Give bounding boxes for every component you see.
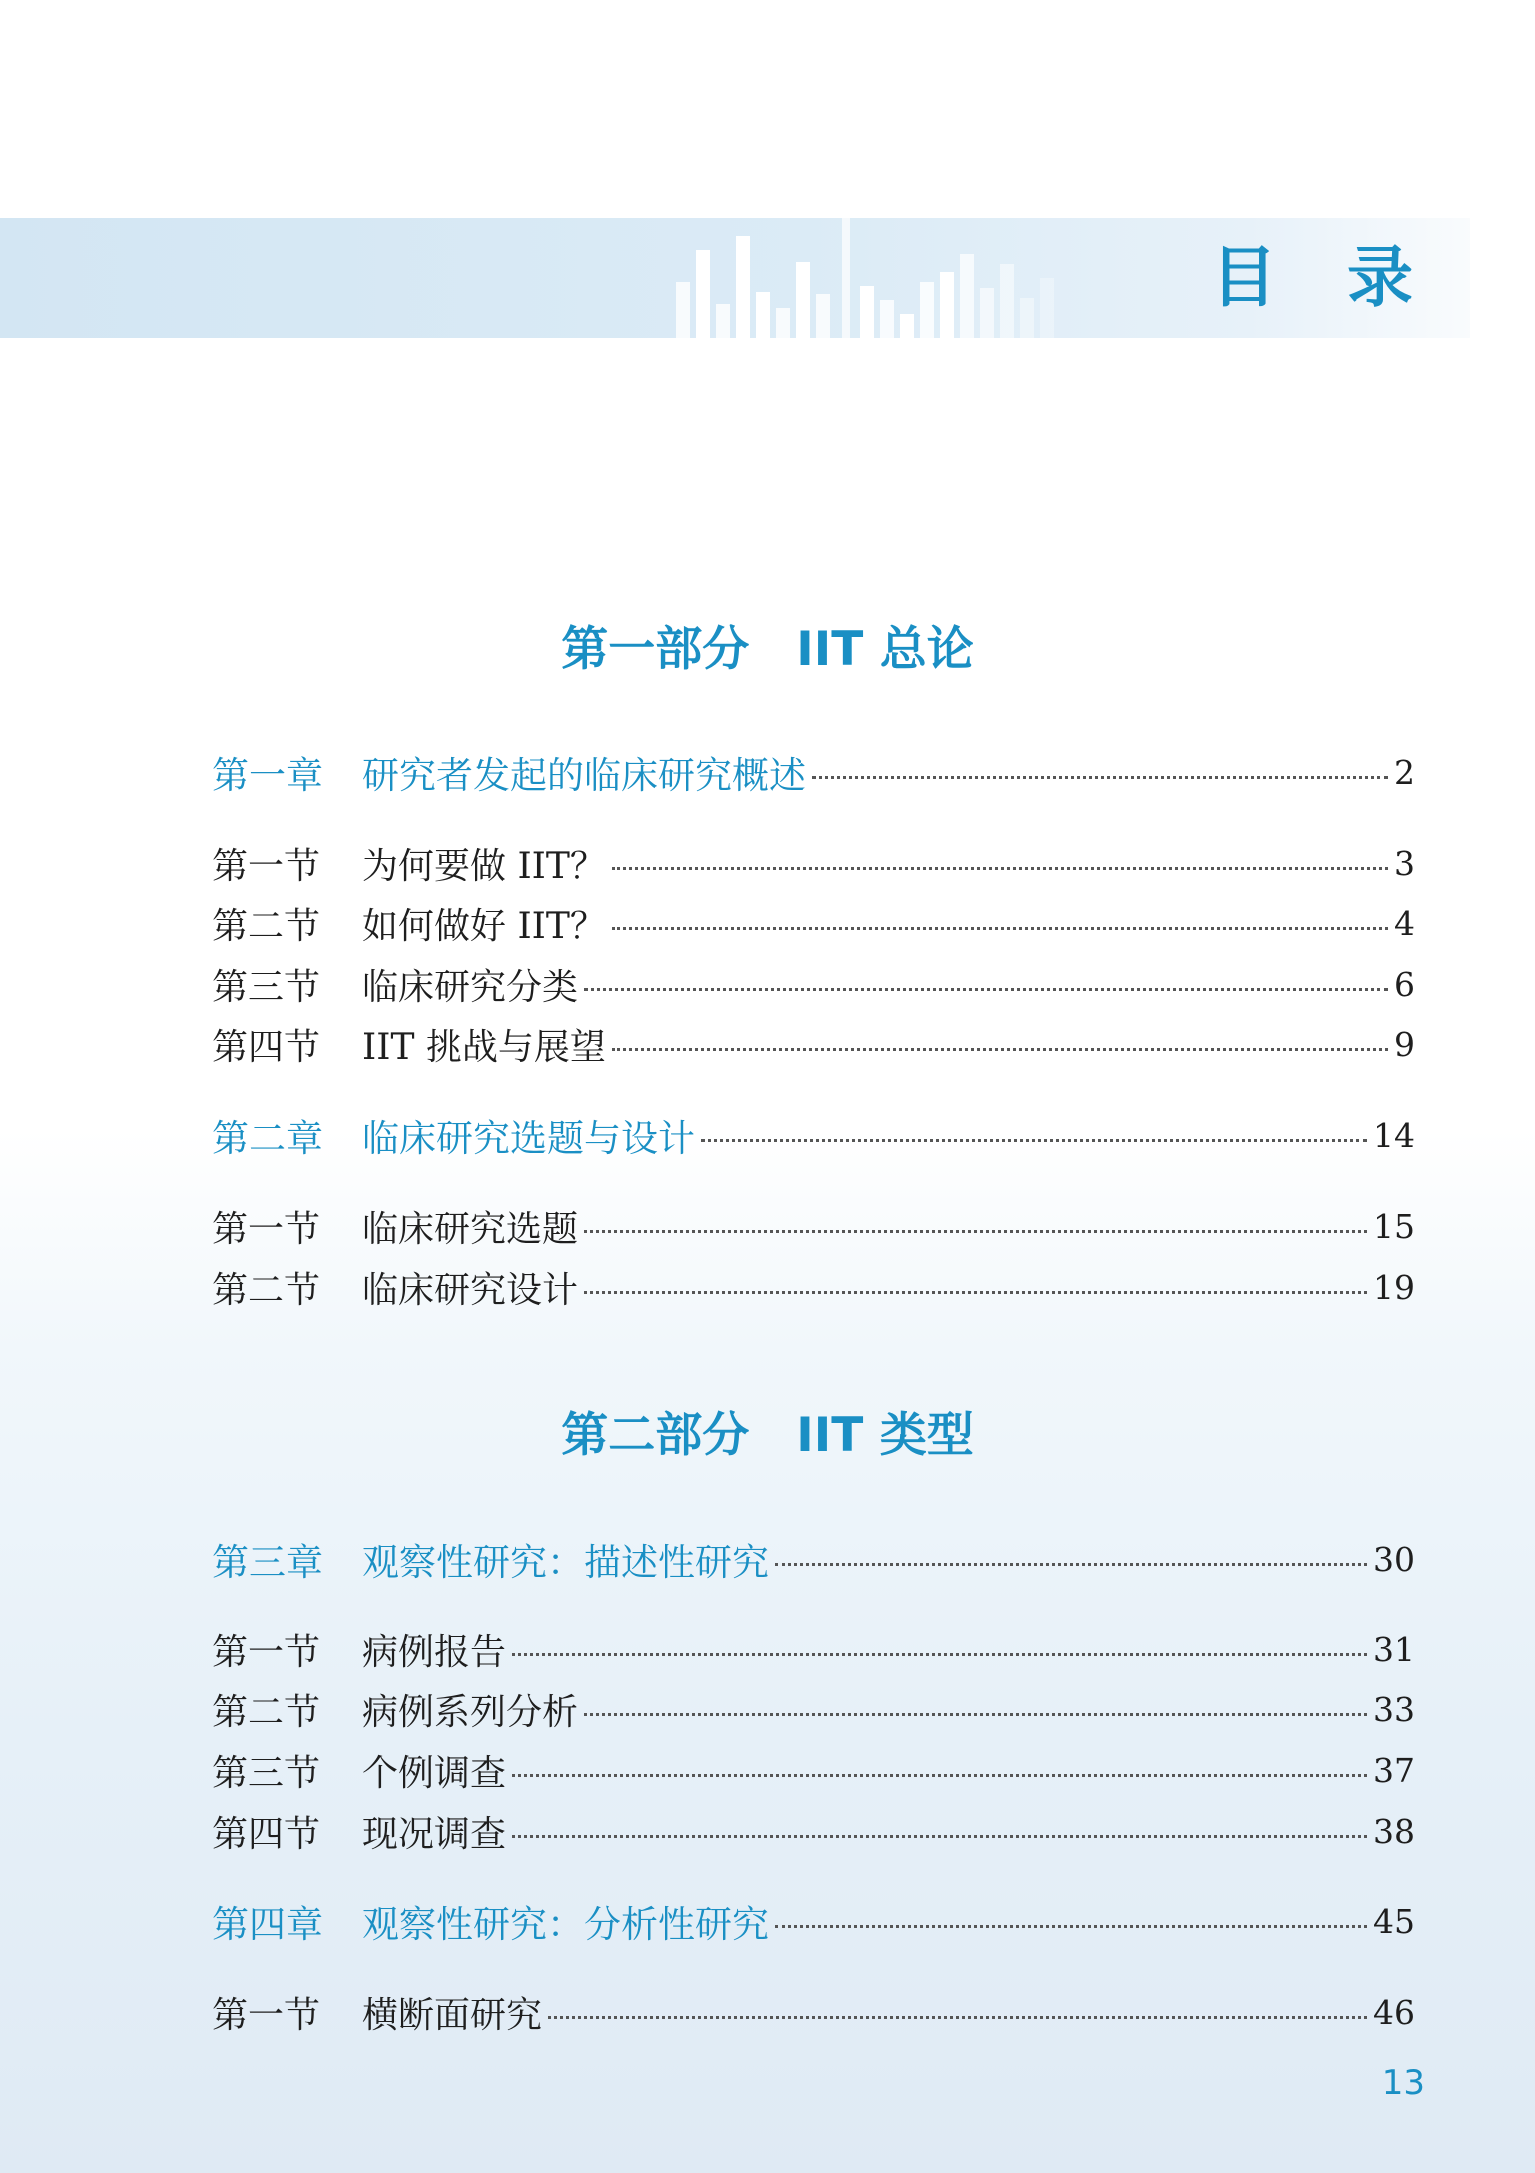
- page-ref: 6: [1394, 964, 1415, 1004]
- dot-leader: [701, 1139, 1367, 1142]
- toc-section-entry[interactable]: [212, 840, 1415, 886]
- dot-leader: [512, 1774, 1367, 1777]
- dot-leader: [584, 1291, 1367, 1294]
- dot-leader: [512, 1835, 1367, 1838]
- banner-bar-graphic: [660, 218, 1140, 338]
- section-title: 如何做好 IIT？: [362, 905, 606, 947]
- section-number: 第四节: [212, 1026, 321, 1068]
- part-title: 第二部分 IIT 类型: [561, 1408, 974, 1463]
- dot-leader: [584, 988, 1388, 991]
- section-title: 临床研究分类: [362, 966, 579, 1008]
- toc-section-entry[interactable]: [212, 900, 1415, 946]
- section-number: 第二节: [212, 905, 321, 947]
- toc-section-entry[interactable]: [212, 1021, 1415, 1067]
- part-title: 第一部分 IIT 总论: [561, 622, 974, 677]
- chapter-number: 第四章: [212, 1903, 323, 1946]
- chapter-title: 研究者发起的临床研究概述: [362, 754, 806, 797]
- page-ref: 33: [1373, 1689, 1415, 1729]
- page-ref: 46: [1373, 1992, 1415, 2032]
- section-title: 现况调查: [362, 1813, 507, 1855]
- section-title: 临床研究设计: [362, 1269, 579, 1311]
- dot-leader: [775, 1563, 1367, 1566]
- section-number: 第一节: [212, 1994, 321, 2036]
- toc-section-entry[interactable]: [212, 1264, 1415, 1310]
- toc-section-entry[interactable]: [212, 1203, 1415, 1249]
- dot-leader: [512, 1653, 1367, 1656]
- page-number: 13: [1381, 2063, 1425, 2103]
- page-ref: 3: [1394, 843, 1415, 883]
- chapter-number: 第三章: [212, 1541, 323, 1584]
- dot-leader: [812, 776, 1388, 779]
- section-number: 第三节: [212, 1752, 321, 1794]
- page-ref: 4: [1394, 903, 1415, 943]
- toc-section-entry[interactable]: [212, 1686, 1415, 1732]
- section-number: 第二节: [212, 1269, 321, 1311]
- toc-section-entry[interactable]: [212, 1808, 1415, 1854]
- toc-heading: 目 录: [1211, 239, 1415, 316]
- section-number: 第一节: [212, 845, 321, 887]
- page-ref: 37: [1373, 1750, 1415, 1790]
- section-number: 第一节: [212, 1631, 321, 1673]
- chapter-title: 临床研究选题与设计: [362, 1117, 695, 1160]
- page-ref: 9: [1394, 1024, 1415, 1064]
- chapter-number: 第二章: [212, 1117, 323, 1160]
- dot-leader: [612, 1048, 1388, 1051]
- toc-chapter-entry[interactable]: [212, 1112, 1415, 1158]
- page-ref: 38: [1373, 1811, 1415, 1851]
- section-number: 第二节: [212, 1691, 321, 1733]
- section-title: 病例报告: [362, 1631, 507, 1673]
- page-ref: 14: [1373, 1115, 1415, 1155]
- dot-leader: [584, 1230, 1367, 1233]
- section-title: 临床研究选题: [362, 1208, 579, 1250]
- dot-leader: [612, 927, 1388, 930]
- toc-section-entry[interactable]: [212, 1989, 1415, 2035]
- chapter-title: 观察性研究：描述性研究: [362, 1541, 769, 1584]
- section-title: 横断面研究: [362, 1994, 543, 2036]
- page-ref: 31: [1373, 1629, 1415, 1669]
- toc-chapter-entry[interactable]: [212, 749, 1415, 795]
- section-title: 为何要做 IIT？: [362, 845, 606, 887]
- toc-chapter-entry[interactable]: [212, 1536, 1415, 1582]
- page-ref: 2: [1394, 752, 1415, 792]
- page-ref: 45: [1373, 1901, 1415, 1941]
- dot-leader: [548, 2016, 1367, 2019]
- toc-section-entry[interactable]: [212, 961, 1415, 1007]
- chapter-number: 第一章: [212, 754, 323, 797]
- toc-section-entry[interactable]: [212, 1747, 1415, 1793]
- section-number: 第三节: [212, 966, 321, 1008]
- page-ref: 19: [1373, 1267, 1415, 1307]
- page-ref: 15: [1373, 1206, 1415, 1246]
- page-ref: 30: [1373, 1539, 1415, 1579]
- section-number: 第四节: [212, 1813, 321, 1855]
- section-title: 病例系列分析: [362, 1691, 579, 1733]
- section-title: IIT 挑战与展望: [362, 1026, 606, 1068]
- dot-leader: [775, 1925, 1367, 1928]
- section-number: 第一节: [212, 1208, 321, 1250]
- toc-section-entry[interactable]: [212, 1626, 1415, 1672]
- toc-chapter-entry[interactable]: [212, 1898, 1415, 1944]
- dot-leader: [584, 1713, 1367, 1716]
- dot-leader: [612, 867, 1388, 870]
- section-title: 个例调查: [362, 1752, 507, 1794]
- chapter-title: 观察性研究：分析性研究: [362, 1903, 769, 1946]
